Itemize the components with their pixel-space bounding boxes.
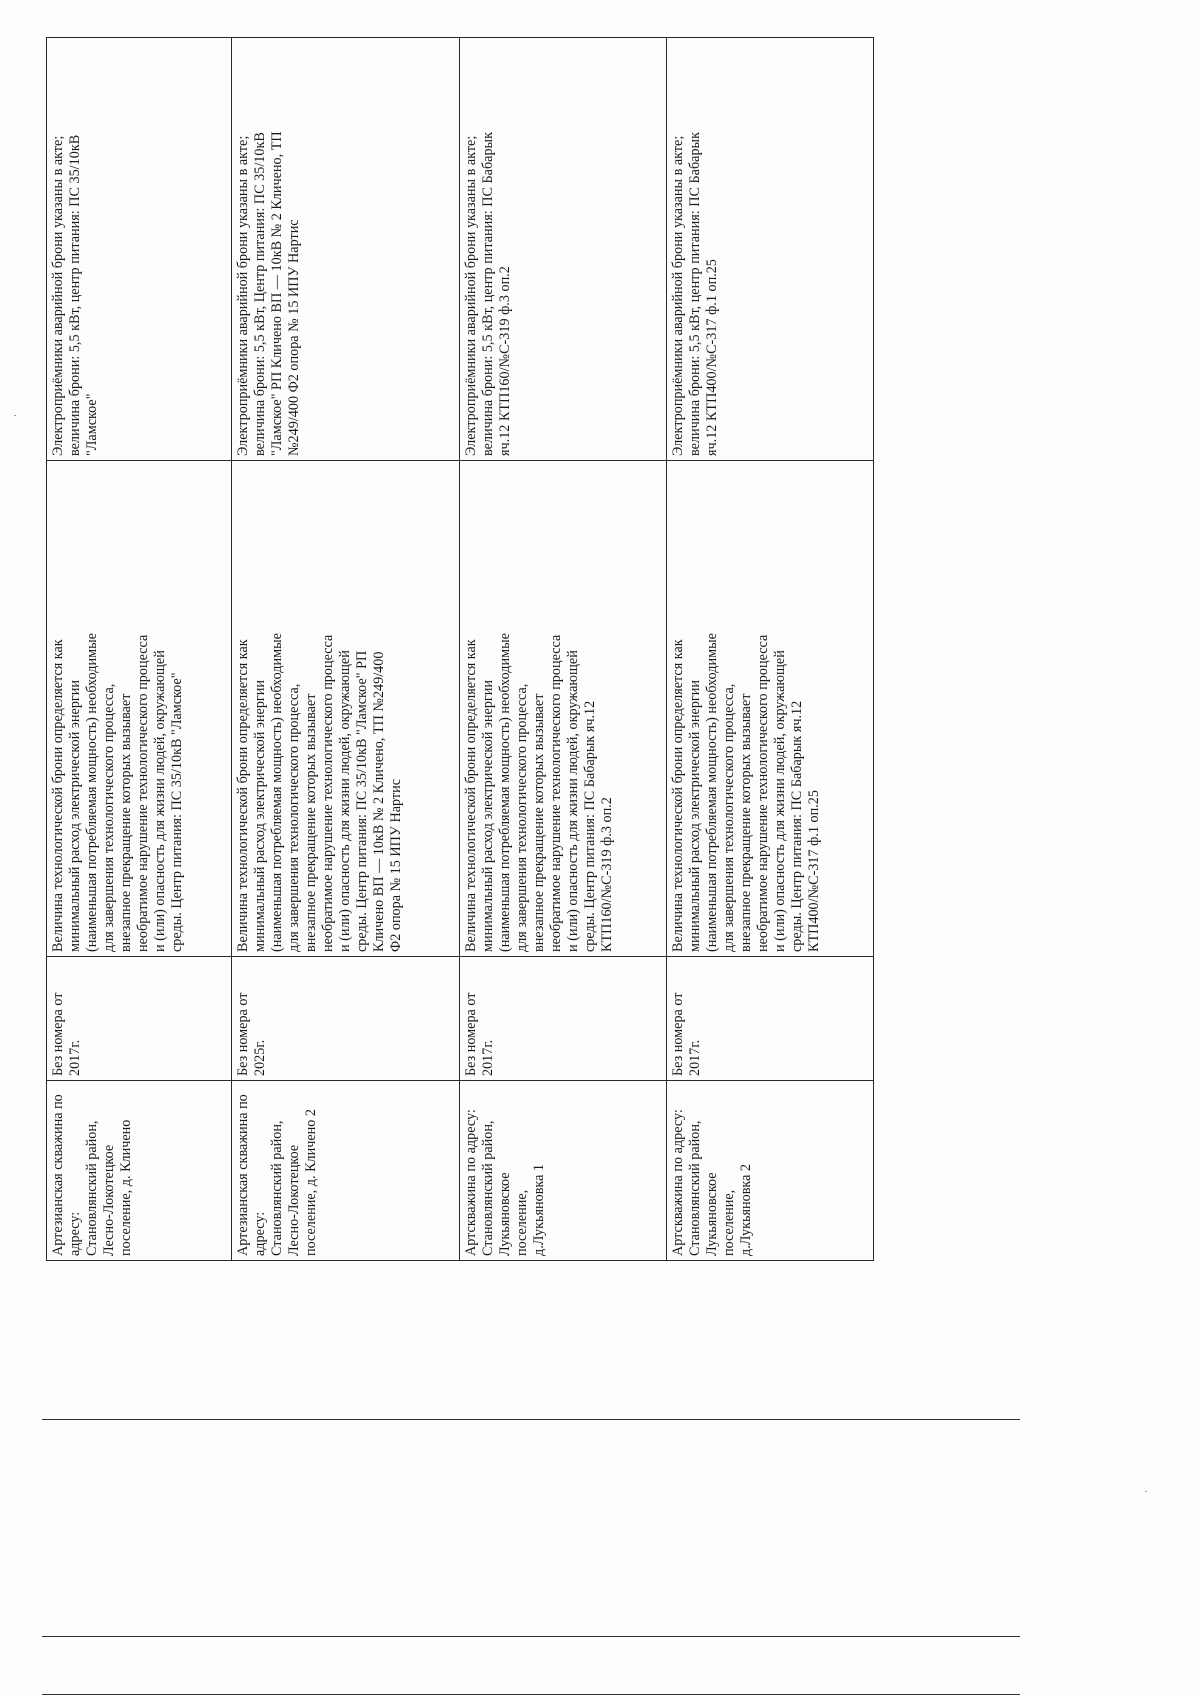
object-text: Артскважина по адресу: Становлянский район, Лукьяновское поселение, д.Лукьяновка 2 [670,1109,755,1256]
table-row [231,38,460,1261]
act-cell [231,957,460,1081]
tech-reserve-text: Величина технологической брони определяется как минимальный расход электрической энергии (наименьшая потребляемая мощность) необходимые для завершения технологического процесса, внезапное прекращение которых вызывает необратимое нарушение технологического процесса и (или) опасность для жизни людей, окружающей среды. Центр питания: ПС 35/10кВ "Ламское" [50,633,185,952]
reservation-table [46,37,874,1261]
signature-line [42,1419,1020,1420]
object-text: Артезианская скважина по адресу: Становлянский район, Лесно-Локотецкое поселение, д. Кличено [50,1094,134,1256]
object-text: Артскважина по адресу: Становлянский район, Лукьяновское поселение, д.Лукьяновка 1 [463,1109,548,1256]
emergency-reserve-cell [460,38,667,461]
table-row [667,38,874,1261]
tech-reserve-cell [667,461,874,957]
table-row [460,38,667,1261]
tech-reserve-text: Величина технологической брони определяется как минимальный расход электрической энергии (наименьшая потребляемая мощность) необходимые для завершения технологического процесса, внезапное прекращение которых вызывает необратимое нарушение технологического процесса и (или) опасность для жизни людей, окружающей среды. Центр питания: ПС 35/10кВ "Ламское" РП Кличено ВП — 10кВ № 2 Кличено, ТП №249/400 Ф2 опора № 15 ИПУ Нартис [234,633,404,952]
object-cell [47,1081,232,1261]
table-row [47,38,232,1261]
tech-reserve-text: Величина технологической брони определяется как минимальный расход электрической энергии (наименьшая потребляемая мощность) необходимые для завершения технологического процесса, внезапное прекращение которых вызывает необратимое нарушение технологического процесса и (или) опасность для жизни людей, окружающей среды. Центр питания: ПС Бабарык яч.12 КТП160/№С-319 ф.3 оп.2 [463,633,616,952]
tech-reserve-cell [47,461,232,957]
emergency-reserve-cell [47,38,232,461]
emergency-reserve-text: Электроприёмники аварийной брони указаны в акте; величина брони: 5,5 кВт, центр питания: ПС 35/10кВ "Ламское" [50,134,100,456]
object-cell [667,1081,874,1261]
rotated-table-wrapper [46,38,874,1261]
emergency-reserve-text: Электроприёмники аварийной брони указаны в акте; величина брони: 5,5 кВт, Центр питания: ПС 35/10кВ "Ламское" РП Кличено ВП — 10кВ № 2 Кличено, ТП №249/400 Ф2 опора № 15 ИПУ Нартис [234,131,302,456]
tech-reserve-cell [460,461,667,957]
act-cell [460,957,667,1081]
object-cell [460,1081,667,1261]
scan-speck [1145,1491,1147,1492]
act-text: Без номера от 2017г. [670,992,704,1076]
act-text: Без номера от 2025г. [234,992,268,1076]
act-cell [667,957,874,1081]
signature-line [42,1636,1020,1637]
object-cell [231,1081,460,1261]
tech-reserve-cell [231,461,460,957]
object-text: Артезианская скважина по адресу: Становлянский район, Лесно-Локотецкое поселение, д. Кличено 2 [234,1094,319,1256]
scan-speck [14,415,16,416]
act-text: Без номера от 2017г. [463,992,497,1076]
act-text: Без номера от 2017г. [50,992,83,1076]
emergency-reserve-cell [231,38,460,461]
emergency-reserve-cell [667,38,874,461]
emergency-reserve-text: Электроприёмники аварийной брони указаны в акте; величина брони: 5,5 кВт, центр питания: ПС Бабарык яч.12 КТП160/№С-319 ф.3 оп.2 [463,132,514,456]
emergency-reserve-text: Электроприёмники аварийной брони указаны в акте; величина брони: 5,5 кВт, центр питания: ПС Бабарык яч.12 КТП400/№С-317 ф.1 оп.25 [670,132,721,456]
signature-line [42,1694,1020,1695]
tech-reserve-text: Величина технологической брони определяется как минимальный расход электрической энергии (наименьшая потребляемая мощность) необходимые для завершения технологического процесса, внезапное прекращение которых вызывает необратимое нарушение технологического процесса и (или) опасность для жизни людей, окружающей среды. Центр питания: ПС Бабарык яч.12 КТП400/№С-317 ф.1 оп.25 [670,633,823,952]
act-cell [47,957,232,1081]
